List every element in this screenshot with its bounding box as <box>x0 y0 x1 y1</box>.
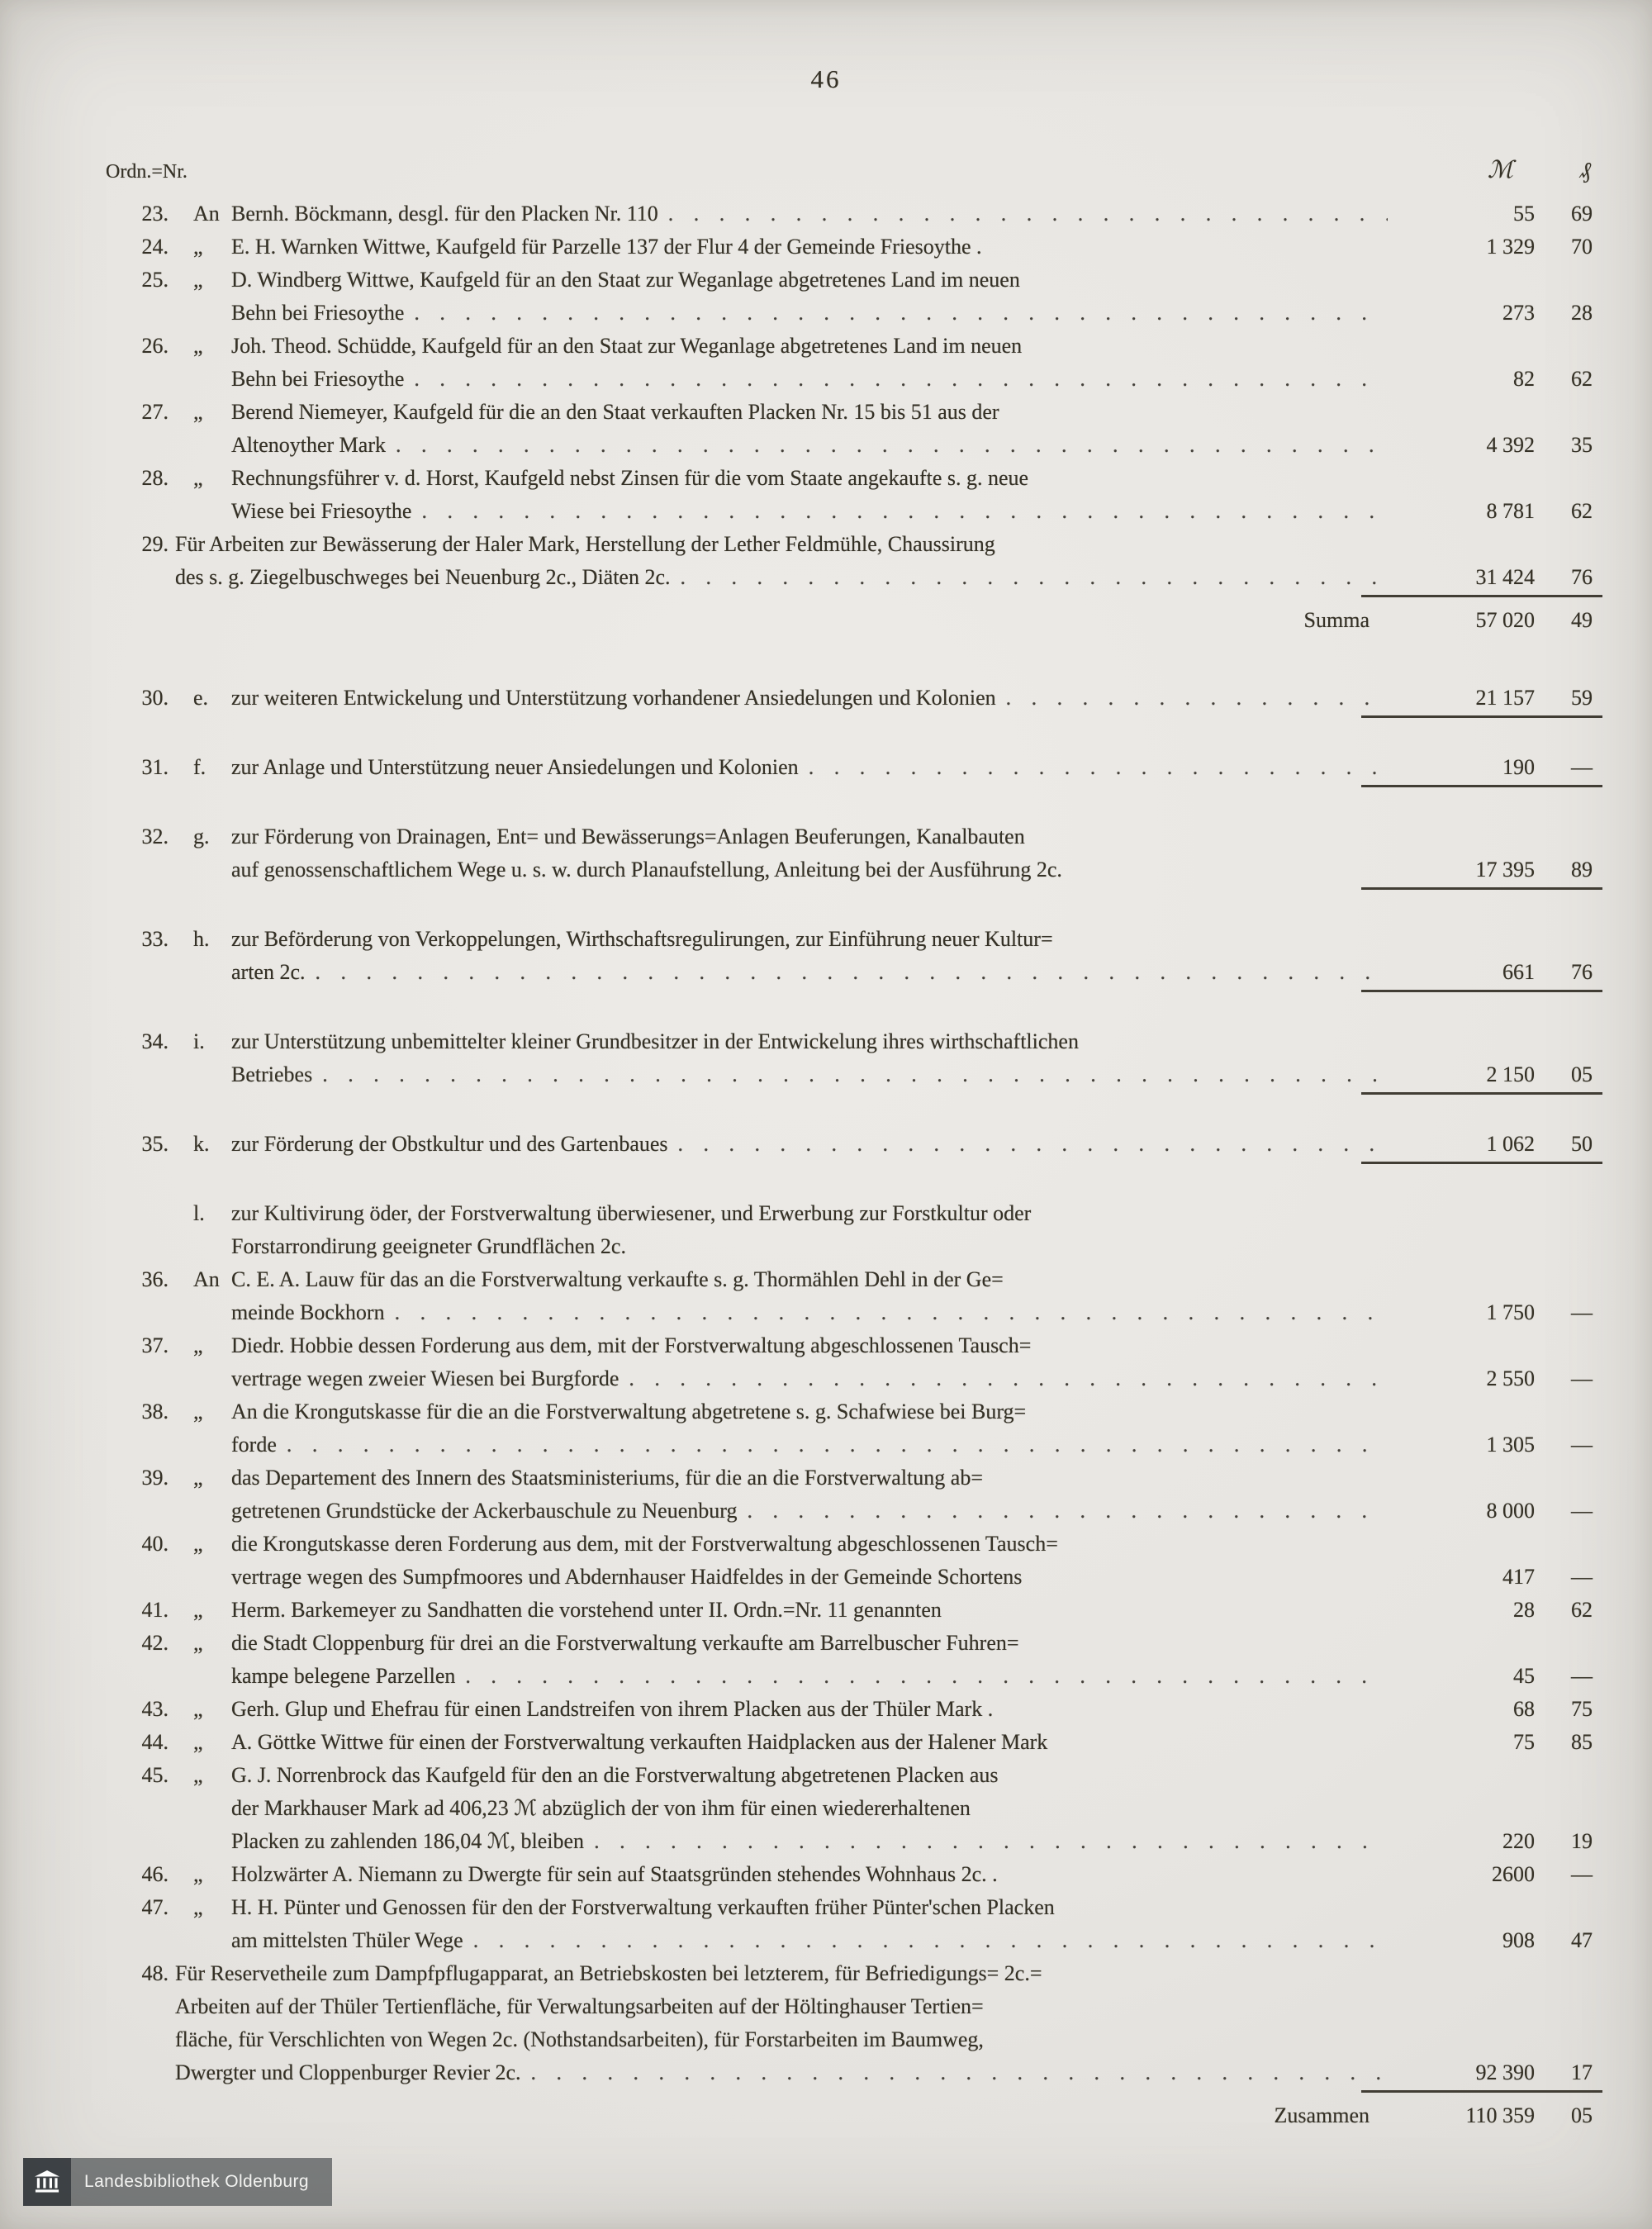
ledger-row <box>106 330 1606 396</box>
ledger-row <box>106 1627 1606 1693</box>
amount-pfennig: 85 <box>1571 1730 1593 1754</box>
entry-text-line <box>231 682 1394 715</box>
amount-mark: 82 <box>1513 367 1535 391</box>
ledger-row <box>106 462 1606 528</box>
entry-prefix: f. <box>193 755 206 779</box>
entry-number: 44. <box>141 1730 169 1754</box>
ledger-row <box>106 1395 1606 1461</box>
entry-number: 42. <box>141 1631 169 1655</box>
entry-number: 41. <box>141 1598 169 1622</box>
entry-text <box>231 1128 1394 1161</box>
amount-pfennig: — <box>1571 1499 1593 1523</box>
dot-leader <box>1006 682 1388 715</box>
amount-mark: 1 329 <box>1486 235 1535 259</box>
entry-number: 37. <box>141 1333 169 1357</box>
entry-text-line <box>231 495 1394 528</box>
entry-text-line <box>231 297 1394 330</box>
entry-prefix: „ <box>193 400 203 424</box>
entry-text-line <box>231 1128 1394 1161</box>
entry-text <box>231 1395 1394 1461</box>
entry-text <box>231 1726 1394 1759</box>
entry-text-line <box>231 751 1394 784</box>
entry-prefix: „ <box>193 235 203 259</box>
entry-text-line <box>231 1660 1394 1693</box>
amount-pfennig: 75 <box>1571 1697 1593 1721</box>
entry-prefix: „ <box>193 1697 203 1721</box>
ledger-row <box>106 923 1606 989</box>
entry-prefix: „ <box>193 1895 203 1919</box>
entry-text-line: D. Windberg Wittwe, Kaufgeld für an den Staat zur Weganlage abgetretenes Land im neuen <box>231 268 1020 292</box>
dot-leader <box>809 751 1388 784</box>
amount-mark: 8 000 <box>1486 1499 1535 1523</box>
entry-text-segment: Wiese bei Friesoythe <box>231 499 412 523</box>
ledger-row <box>106 1726 1606 1759</box>
entry-text-line <box>231 1726 1394 1759</box>
entry-text-line: zur Beförderung von Verkoppelungen, Wirthschaftsregulirungen, zur Einführung neuer Kultur= <box>231 927 1053 951</box>
amount-mark: 57 020 <box>1475 608 1535 632</box>
ledger-row <box>106 264 1606 330</box>
entry-text <box>231 231 1394 264</box>
amount-mark: 1 062 <box>1486 1132 1535 1156</box>
entry-text-line: Für Reservetheile zum Dampfpflugapparat, an Betriebskosten bei letzterem, für Befriedigungs= 2c.= <box>175 1961 1042 1985</box>
dot-leader <box>396 429 1388 462</box>
amount-pfennig: 05 <box>1571 2103 1593 2127</box>
dot-leader <box>414 297 1388 330</box>
entry-text-segment: auf genossenschaftlichem Wege u. s. w. durch Planaufstellung, Anleitung bei der Ausführung 2c. <box>231 858 1062 882</box>
entry-prefix: „ <box>193 1763 203 1787</box>
dot-leader <box>465 1660 1388 1693</box>
dot-leader <box>316 956 1388 989</box>
entry-text-line <box>231 1858 1394 1891</box>
ledger-row <box>106 1891 1606 1957</box>
ledger-row <box>106 231 1606 264</box>
amount-mark: 273 <box>1502 301 1535 325</box>
amount-pfennig: 62 <box>1571 367 1593 391</box>
entry-number: 30. <box>141 686 169 710</box>
dot-leader <box>322 1058 1388 1091</box>
amount-mark: 2 550 <box>1486 1366 1535 1390</box>
ledger-row <box>106 1461 1606 1528</box>
dot-leader <box>287 1428 1388 1461</box>
entry-text-line <box>231 1495 1394 1528</box>
ledger-row <box>106 1858 1606 1891</box>
entry-number: 39. <box>141 1466 169 1490</box>
amount-mark: 417 <box>1502 1565 1535 1589</box>
entry-number: 32. <box>141 825 169 848</box>
entry-text <box>231 1197 1394 1263</box>
entry-text <box>175 528 1394 594</box>
amount-mark: 68 <box>1513 1697 1535 1721</box>
amount-mark: 92 390 <box>1475 2060 1535 2084</box>
amount-pfennig: — <box>1571 1300 1593 1324</box>
mark-column-header: ℳ <box>1487 157 1513 183</box>
dot-leader <box>414 363 1388 396</box>
entry-prefix: l. <box>193 1201 205 1225</box>
entry-text-line: An die Krongutskasse für die an die Forstverwaltung abgetretene s. g. Schafwiese bei Burg= <box>231 1400 1027 1423</box>
entry-text-line <box>231 1825 1394 1858</box>
entry-text-line: zur Förderung von Drainagen, Ent= und Bewässerungs=Anlagen Beuferungen, Kanalbauten <box>231 825 1025 848</box>
entry-text-line <box>175 561 1394 594</box>
entry-text <box>231 1858 1394 1891</box>
entry-number: 26. <box>141 334 169 358</box>
entry-text-segment: vertrage wegen zweier Wiesen bei Burgforde <box>231 1366 620 1390</box>
entry-number: 43. <box>141 1697 169 1721</box>
ledger-row <box>106 1528 1606 1594</box>
amount-pfennig: 69 <box>1571 202 1593 226</box>
classical-building-icon <box>23 2158 71 2206</box>
ledger-row <box>106 197 1606 231</box>
entry-text-line: die Stadt Cloppenburg für drei an die Forstverwaltung verkaufte am Barrelbuscher Fuhren= <box>231 1631 1019 1655</box>
amount-mark: 2 150 <box>1486 1062 1535 1086</box>
entry-text-line: Diedr. Hobbie dessen Forderung aus dem, mit der Forstverwaltung abgeschlossenen Tausch= <box>231 1333 1032 1357</box>
entry-number: 34. <box>141 1029 169 1053</box>
amount-mark: 21 157 <box>1475 686 1535 710</box>
entry-text-segment: Placken zu zahlenden 186,04 ℳ, bleiben <box>231 1829 585 1853</box>
entry-text-line <box>231 197 1394 231</box>
ledger-row <box>106 751 1606 784</box>
entry-text-segment: Herm. Barkemeyer zu Sandhatten die vorstehend unter II. Ordn.=Nr. 11 genannten <box>231 1598 942 1622</box>
entry-text-line: das Departement des Innern des Staatsministeriums, für die an die Forstverwaltung ab= <box>231 1466 983 1490</box>
amount-mark: 908 <box>1502 1928 1535 1952</box>
entry-text-line <box>231 1594 1394 1627</box>
entry-text-segment: Dwergter und Cloppenburger Revier 2c. <box>175 2060 521 2084</box>
amount-mark: 220 <box>1502 1829 1535 1853</box>
entry-text-line: C. E. A. Lauw für das an die Forstverwaltung verkaufte s. g. Thormählen Dehl in der Ge= <box>231 1267 1004 1291</box>
entry-text-segment: Betriebes <box>231 1062 313 1086</box>
entry-text <box>231 682 1394 715</box>
dot-leader <box>681 561 1388 594</box>
entry-text-line <box>231 956 1394 989</box>
entry-prefix: h. <box>193 927 210 951</box>
entry-prefix: „ <box>193 1532 203 1556</box>
amount-pfennig: — <box>1571 1862 1593 1886</box>
amount-mark: 28 <box>1513 1598 1535 1622</box>
total-label: Summa <box>1303 608 1370 632</box>
entry-number: 47. <box>141 1895 169 1919</box>
entry-text <box>231 264 1394 330</box>
dot-leader <box>531 2056 1388 2089</box>
pfennig-column-header: ₰ <box>1579 158 1591 183</box>
amount-pfennig: — <box>1571 1433 1593 1457</box>
dot-leader <box>421 495 1388 528</box>
entry-text-line: Arbeiten auf der Thüler Tertienfläche, für Verwaltungsarbeiten auf der Höltinghauser Tertien= <box>175 1994 984 2018</box>
amount-pfennig: 62 <box>1571 499 1593 523</box>
amount-pfennig: 49 <box>1571 608 1593 632</box>
entry-text-segment: A. Göttke Wittwe für einen der Forstverwaltung verkauften Haidplacken aus der Halener Mark <box>231 1730 1048 1754</box>
entry-number: 28. <box>141 466 169 490</box>
amount-pfennig: 50 <box>1571 1132 1593 1156</box>
entry-text <box>231 1528 1394 1594</box>
dot-leader <box>668 197 1388 231</box>
total-label: Zusammen <box>1274 2103 1370 2127</box>
entry-text <box>231 462 1394 528</box>
ledger-row <box>106 1759 1606 1858</box>
entry-prefix: „ <box>193 466 203 490</box>
entry-prefix: An <box>193 202 220 226</box>
page-number: 46 <box>810 64 842 93</box>
amount-pfennig: 28 <box>1571 301 1593 325</box>
entry-text <box>231 396 1394 462</box>
dot-leader <box>678 1128 1388 1161</box>
amount-mark: 190 <box>1502 755 1535 779</box>
entry-text-line <box>231 429 1394 462</box>
amount-pfennig: 17 <box>1571 2060 1593 2084</box>
entry-text-segment: forde <box>231 1433 277 1457</box>
entry-text-segment: E. H. Warnken Wittwe, Kaufgeld für Parzelle 137 der Flur 4 der Gemeinde Friesoythe . <box>231 235 982 259</box>
ordn-nr-label: Ordn.=Nr. <box>106 161 188 183</box>
entry-text-segment: Altenoyther Mark <box>231 433 387 457</box>
entry-text <box>231 1329 1394 1395</box>
entry-text-line <box>231 1058 1394 1091</box>
ledger-row <box>106 1329 1606 1395</box>
entry-text-segment: meinde Bockhorn <box>231 1300 385 1324</box>
entry-text-line <box>175 2056 1394 2089</box>
dot-leader <box>747 1495 1388 1528</box>
entry-text <box>231 1627 1394 1693</box>
entry-text-line: zur Unterstützung unbemittelter kleiner Grundbesitzer in der Entwickelung ihres wirthschaftlichen <box>231 1029 1079 1053</box>
entry-text <box>175 1957 1394 2089</box>
entry-number: 23. <box>141 202 169 226</box>
amount-pfennig: 19 <box>1571 1829 1593 1853</box>
entry-text-segment: des s. g. Ziegelbuschweges bei Neuenburg 2c., Diäten 2c. <box>175 565 671 589</box>
entry-text-line: der Markhauser Mark ad 406,23 ℳ abzüglich der von ihm für einen wiedererhaltenen <box>231 1796 971 1820</box>
amount-mark: 2600 <box>1492 1862 1535 1886</box>
entry-text-line <box>231 1693 1394 1726</box>
ledger-row <box>106 1128 1606 1161</box>
amount-pfennig: 59 <box>1571 686 1593 710</box>
entry-text-line <box>231 1362 1394 1395</box>
dot-leader <box>473 1924 1388 1957</box>
entry-text-line: fläche, für Verschlichten von Wegen 2c. (Nothstandsarbeiten), für Forstarbeiten im Baumweg, <box>175 2027 984 2051</box>
library-watermark-label: Landesbibliothek Oldenburg <box>71 2158 332 2206</box>
entry-prefix: „ <box>193 1333 203 1357</box>
entry-text <box>231 1461 1394 1528</box>
amount-pfennig: 35 <box>1571 433 1593 457</box>
amount-pfennig: — <box>1571 1366 1593 1390</box>
amount-mark: 661 <box>1502 960 1535 984</box>
entry-text-segment: am mittelsten Thüler Wege <box>231 1928 463 1952</box>
entry-text-segment: vertrage wegen des Sumpfmoores und Abdernhauser Haidfeldes in der Gemeinde Schortens <box>231 1565 1023 1589</box>
amount-pfennig: 62 <box>1571 1598 1593 1622</box>
amount-pfennig: 05 <box>1571 1062 1593 1086</box>
library-watermark <box>23 2158 332 2206</box>
entry-text-line: H. H. Pünter und Genossen für den der Forstverwaltung verkauften früher Pünter'schen Placken <box>231 1895 1055 1919</box>
entry-number: 27. <box>141 400 169 424</box>
amount-mark: 1 305 <box>1486 1433 1535 1457</box>
entry-prefix: „ <box>193 268 203 292</box>
entry-text-segment: Holzwärter A. Niemann zu Dwergte für sein auf Staatsgründen stehendes Wohnhaus 2c. . <box>231 1862 998 1886</box>
amount-mark: 75 <box>1513 1730 1535 1754</box>
entry-text-line <box>231 1561 1394 1594</box>
entry-number: 25. <box>141 268 169 292</box>
ledger-row <box>106 820 1606 886</box>
entry-text-segment: zur Anlage und Unterstützung neuer Ansiedelungen und Kolonien <box>231 755 799 779</box>
entry-number: 40. <box>141 1532 169 1556</box>
ledger-row <box>106 1957 1606 2089</box>
amount-pfennig: 76 <box>1571 565 1593 589</box>
amount-pfennig: 70 <box>1571 235 1593 259</box>
entry-number: 46. <box>141 1862 169 1886</box>
entry-text-segment: Behn bei Friesoythe <box>231 301 405 325</box>
amount-pfennig: 89 <box>1571 858 1593 882</box>
entry-text-line <box>231 1296 1394 1329</box>
entry-prefix: „ <box>193 1631 203 1655</box>
entry-text-line: G. J. Norrenbrock das Kaufgeld für den an die Forstverwaltung abgetretenen Placken aus <box>231 1763 999 1787</box>
entry-text-line: zur Kultivirung öder, der Forstverwaltung überwiesener, und Erwerbung zur Forstkultur oder <box>231 1201 1032 1225</box>
entry-text <box>231 330 1394 396</box>
ledger-row <box>106 1197 1606 1263</box>
ledger-row <box>106 682 1606 715</box>
entry-prefix: g. <box>193 825 210 848</box>
ledger-row <box>106 1263 1606 1329</box>
entry-text <box>231 197 1394 231</box>
entry-text-line <box>231 1924 1394 1957</box>
entry-text-line: Rechnungsführer v. d. Horst, Kaufgeld nebst Zinsen für die vom Staate angekaufte s. g. neue <box>231 466 1029 490</box>
entry-text-line <box>231 1230 1394 1263</box>
entry-prefix: i. <box>193 1029 205 1053</box>
entry-text-line <box>231 363 1394 396</box>
amount-mark: 55 <box>1513 202 1535 226</box>
entry-text <box>231 1759 1394 1858</box>
entry-text-line: Joh. Theod. Schüdde, Kaufgeld für an den Staat zur Weganlage abgetretenes Land im neuen <box>231 334 1023 358</box>
entry-text-line: die Krongutskasse deren Forderung aus dem, mit der Forstverwaltung abgeschlossenen Tausch= <box>231 1532 1058 1556</box>
entry-prefix: „ <box>193 1466 203 1490</box>
amount-mark: 17 395 <box>1475 858 1535 882</box>
entry-text-segment: Forstarrondirung geeigneter Grundflächen 2c. <box>231 1234 626 1258</box>
entry-text <box>231 820 1394 886</box>
entry-text <box>231 923 1394 989</box>
total-row <box>106 2099 1606 2132</box>
ledger-row <box>106 1693 1606 1726</box>
entry-prefix: e. <box>193 686 209 710</box>
amount-pfennig: 76 <box>1571 960 1593 984</box>
entry-text-segment: Behn bei Friesoythe <box>231 367 405 391</box>
entry-text <box>231 1025 1394 1091</box>
dot-leader <box>629 1362 1388 1395</box>
entry-prefix: „ <box>193 1400 203 1423</box>
entry-number: 45. <box>141 1763 169 1787</box>
entry-text <box>231 751 1394 784</box>
entry-number: 24. <box>141 235 169 259</box>
ledger-row <box>106 528 1606 594</box>
ledger-rows <box>106 197 1606 2132</box>
entry-text-segment: zur Förderung der Obstkultur und des Gartenbaues <box>231 1132 668 1156</box>
entry-prefix: k. <box>193 1132 210 1156</box>
entry-text-line: Berend Niemeyer, Kaufgeld für die an den Staat verkauften Placken Nr. 15 bis 51 aus der <box>231 400 999 424</box>
amount-pfennig: — <box>1571 1664 1593 1688</box>
entry-number: 36. <box>141 1267 169 1291</box>
entry-text-segment: kampe belegene Parzellen <box>231 1664 456 1688</box>
entry-text-segment: getretenen Grundstücke der Ackerbauschule zu Neuenburg <box>231 1499 738 1523</box>
entry-number: 35. <box>141 1132 169 1156</box>
entry-text-line <box>231 853 1394 886</box>
entry-prefix: „ <box>193 1862 203 1886</box>
entry-number: 48. <box>141 1961 169 1985</box>
entry-number: 31. <box>141 755 169 779</box>
amount-mark: 8 781 <box>1486 499 1535 523</box>
amount-mark: 45 <box>1513 1664 1535 1688</box>
entry-text <box>231 1693 1394 1726</box>
amount-mark: 31 424 <box>1475 565 1535 589</box>
dot-leader <box>395 1296 1388 1329</box>
ledger-table <box>106 155 1606 2132</box>
entry-number: 38. <box>141 1400 169 1423</box>
entry-prefix: „ <box>193 1730 203 1754</box>
amount-pfennig: 47 <box>1571 1928 1593 1952</box>
amount-mark: 1 750 <box>1486 1300 1535 1324</box>
ledger-row <box>106 1594 1606 1627</box>
entry-text-segment: zur weiteren Entwickelung und Unterstützung vorhandener Ansiedelungen und Kolonien <box>231 686 996 710</box>
entry-text-line: Für Arbeiten zur Bewässerung der Haler Mark, Herstellung der Lether Feldmühle, Chaussirung <box>175 532 995 556</box>
table-header <box>106 155 1606 184</box>
amount-mark: 4 392 <box>1486 433 1535 457</box>
entry-text <box>231 1263 1394 1329</box>
entry-number: 29. <box>141 532 169 556</box>
entry-number: 33. <box>141 927 169 951</box>
entry-text-line <box>231 231 1394 264</box>
entry-text-line <box>231 1428 1394 1461</box>
amount-mark: 110 359 <box>1465 2103 1535 2127</box>
ledger-row <box>106 396 1606 462</box>
amount-pfennig: — <box>1571 1565 1593 1589</box>
dot-leader <box>594 1825 1388 1858</box>
ledger-row <box>106 1025 1606 1091</box>
entry-text-segment: arten 2c. <box>231 960 306 984</box>
entry-prefix: An <box>193 1267 220 1291</box>
entry-prefix: „ <box>193 334 203 358</box>
entry-text <box>231 1594 1394 1627</box>
entry-text-segment: Gerh. Glup und Ehefrau für einen Landstreifen von ihrem Placken aus der Thüler Mark . <box>231 1697 994 1721</box>
entry-text-segment: Bernh. Böckmann, desgl. für den Placken Nr. 110 <box>231 202 658 226</box>
entry-text <box>231 1891 1394 1957</box>
amount-pfennig: — <box>1571 755 1593 779</box>
entry-prefix: „ <box>193 1598 203 1622</box>
total-row <box>106 604 1606 637</box>
